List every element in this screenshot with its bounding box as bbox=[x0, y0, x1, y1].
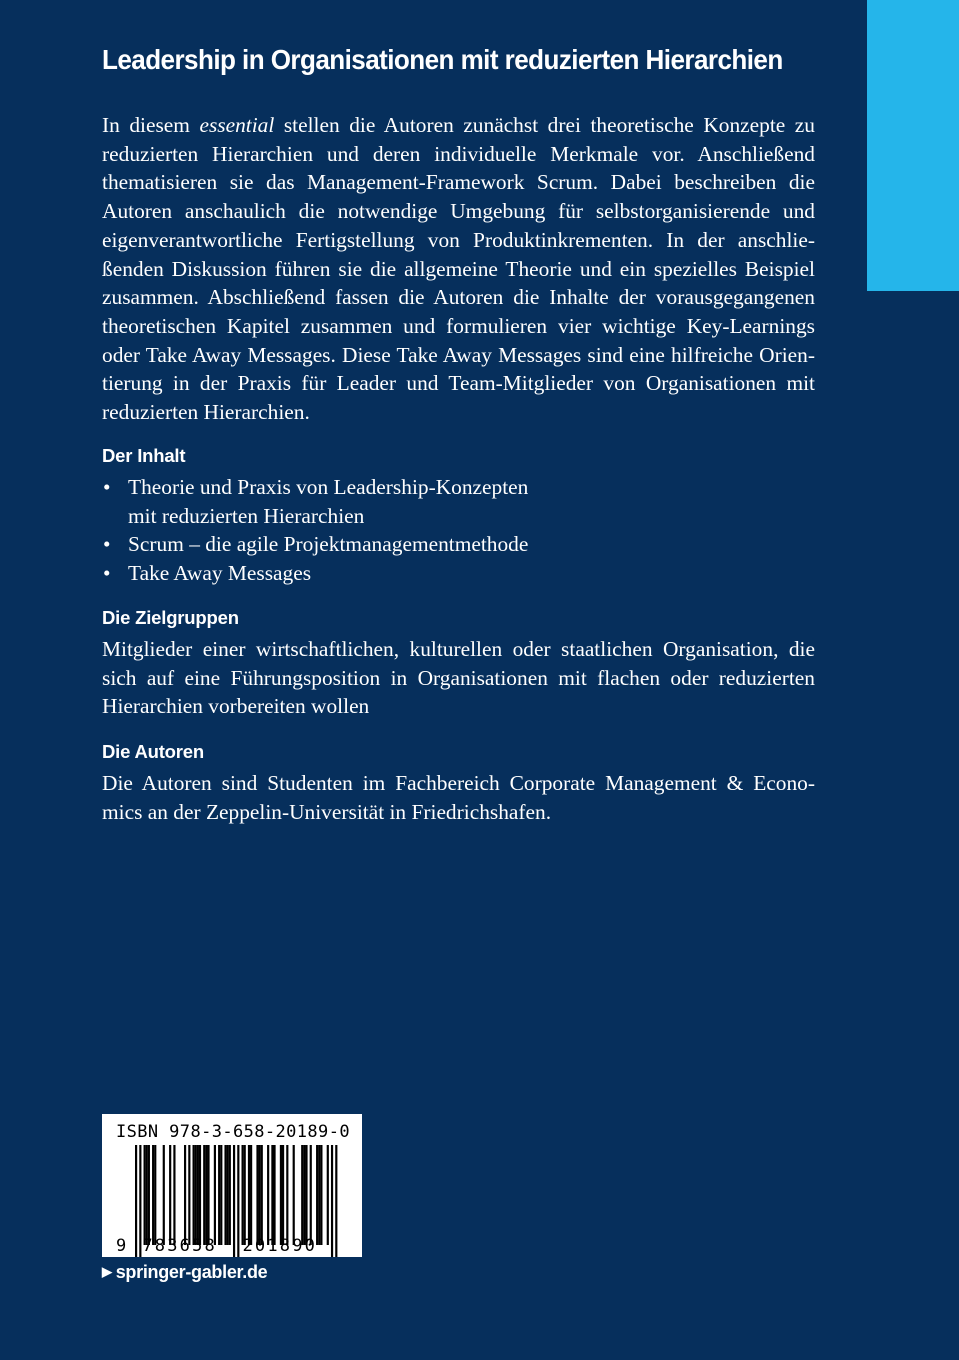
barcode-bar bbox=[267, 1145, 269, 1245]
barcode-bar bbox=[218, 1145, 220, 1245]
publisher-website[interactable] bbox=[102, 1262, 267, 1283]
barcode-left-digits: 783658 bbox=[142, 1236, 217, 1256]
barcode-bar bbox=[154, 1145, 156, 1245]
accent-bar bbox=[867, 0, 959, 291]
barcode-bar bbox=[318, 1145, 320, 1245]
intro-line: oder Take Away Messages. Diese Take Away Messages sind eine hilfreiche Orien- bbox=[102, 342, 815, 367]
intro-line: Autoren anschaulich die notwendige Umgebung für selbstorganisierende und bbox=[102, 199, 815, 224]
barcode-bar bbox=[256, 1145, 258, 1245]
contents-item: • Scrum – die agile Projektmanagementmethode bbox=[102, 530, 822, 559]
barcode-bar bbox=[286, 1145, 288, 1245]
barcode-graphic bbox=[102, 1114, 362, 1257]
barcode-bar bbox=[293, 1145, 295, 1245]
intro-line: theoretischen Kapitel zusammen und formulieren vier wichtige Key-Learnings bbox=[102, 313, 815, 338]
barcode-bar bbox=[173, 1145, 175, 1245]
intro-emphasis: essential bbox=[199, 113, 275, 137]
book-title: Leadership in Organisationen mit reduzierten Hierarchien bbox=[102, 44, 783, 75]
barcode-bar bbox=[184, 1145, 186, 1245]
barcode-bar bbox=[188, 1145, 190, 1245]
barcode-bar bbox=[203, 1145, 205, 1245]
barcode-bar bbox=[144, 1145, 146, 1245]
barcode-bar bbox=[335, 1145, 337, 1257]
barcode-right-digits: 201890 bbox=[242, 1236, 318, 1256]
intro-line: ßenden Diskussion führen sie die allgemeine Theorie und ein spezielles Beispiel bbox=[102, 256, 815, 281]
barcode-bar bbox=[242, 1145, 244, 1245]
barcode-bar bbox=[193, 1145, 195, 1245]
contents-item: • Take Away Messages bbox=[102, 559, 822, 588]
intro-line: tierung in der Praxis für Leader und Team-Mitglieder von Organisationen mit bbox=[102, 371, 815, 396]
barcode-bar bbox=[301, 1145, 303, 1245]
barcode-bar bbox=[152, 1145, 154, 1245]
authors-line: mics an der Zeppelin-Universität in Friedrichshafen. bbox=[102, 799, 552, 824]
authors-line: Die Autoren sind Studenten im Fachbereich Corporate Management & Econo- bbox=[102, 771, 815, 795]
barcode-bar bbox=[310, 1145, 312, 1245]
arrow-right-icon: ▶ bbox=[102, 1264, 112, 1279]
barcode-bar bbox=[273, 1145, 275, 1245]
barcode-bar bbox=[169, 1145, 171, 1245]
barcode-bar bbox=[195, 1145, 197, 1245]
barcode-bar bbox=[233, 1145, 235, 1257]
website-text: springer-gabler.de bbox=[115, 1262, 268, 1282]
barcode-bar bbox=[224, 1145, 226, 1245]
barcode-bar bbox=[220, 1145, 222, 1245]
intro-line: reduzierten Hierarchien und deren individuelle Merkmale vor. Anschließend bbox=[102, 141, 815, 166]
audience-paragraph bbox=[102, 635, 815, 721]
barcode-bar bbox=[280, 1145, 282, 1245]
barcode-bar bbox=[139, 1145, 141, 1257]
intro-line: thematisieren sie das Management-Framework Scrum. Dabei beschreiben die bbox=[102, 170, 815, 195]
intro-line: reduzierten Hierarchien. bbox=[102, 400, 310, 425]
barcode-bar bbox=[205, 1145, 207, 1245]
barcode-bar bbox=[163, 1145, 165, 1245]
isbn-barcode bbox=[102, 1114, 362, 1257]
barcode-bar bbox=[303, 1145, 305, 1245]
bullet-icon: • bbox=[103, 475, 111, 499]
barcode-bar bbox=[320, 1145, 322, 1245]
audience-heading: Die Zielgruppen bbox=[102, 607, 239, 628]
barcode-bar bbox=[261, 1145, 263, 1245]
barcode-bar bbox=[207, 1145, 209, 1245]
intro-line: zusammen. Abschließend fassen die Autoren die Inhalte der vorausgegangenen bbox=[102, 285, 815, 310]
barcode-bar bbox=[197, 1145, 199, 1245]
contents-heading: Der Inhalt bbox=[102, 445, 186, 466]
contents-list bbox=[102, 473, 822, 588]
barcode-bar bbox=[237, 1145, 239, 1257]
authors-paragraph bbox=[102, 769, 815, 826]
audience-line: Mitglieder einer wirtschaftlichen, kulturellen oder staatlichen Organisation, die bbox=[102, 637, 815, 661]
barcode-bar bbox=[271, 1145, 273, 1245]
barcode-bar bbox=[259, 1145, 261, 1245]
contents-item: • Theorie und Praxis von Leadership-Konzepten mit reduzierten Hierarchien bbox=[103, 475, 529, 528]
barcode-bar bbox=[135, 1145, 137, 1257]
intro-paragraph bbox=[102, 111, 815, 427]
barcode-bar bbox=[305, 1145, 307, 1245]
bullet-icon: • bbox=[103, 561, 111, 586]
barcode-bar bbox=[148, 1145, 150, 1245]
barcode-bar bbox=[146, 1145, 148, 1245]
barcode-bar bbox=[199, 1145, 201, 1245]
barcode-bar bbox=[227, 1145, 229, 1245]
barcode-bar bbox=[327, 1145, 329, 1245]
barcode-bar bbox=[282, 1145, 284, 1245]
barcode-bar bbox=[229, 1145, 231, 1245]
intro-line: In diesem essential stellen die Autoren zunächst drei theoretische Konzepte zu bbox=[102, 113, 815, 137]
audience-line: Hierarchien vorbereiten wollen bbox=[102, 694, 370, 719]
isbn-label: ISBN 978-3-658-20189-0 bbox=[116, 1122, 350, 1142]
audience-line: sich auf eine Führungsposition in Organisationen mit flachen oder reduzierten bbox=[102, 665, 815, 690]
barcode-bar bbox=[250, 1145, 252, 1245]
barcode-first-digit: 9 bbox=[116, 1236, 129, 1256]
barcode-bar bbox=[248, 1145, 250, 1245]
barcode-bar bbox=[331, 1145, 333, 1257]
barcode-bar bbox=[316, 1145, 318, 1245]
barcode-bar bbox=[214, 1145, 216, 1245]
bullet-icon: • bbox=[103, 532, 111, 557]
intro-line: eigenverantwortliche Fertigstellung von Produktinkrementen. In der anschlie- bbox=[102, 227, 815, 252]
authors-heading: Die Autoren bbox=[102, 741, 204, 762]
barcode-bar bbox=[244, 1145, 246, 1245]
